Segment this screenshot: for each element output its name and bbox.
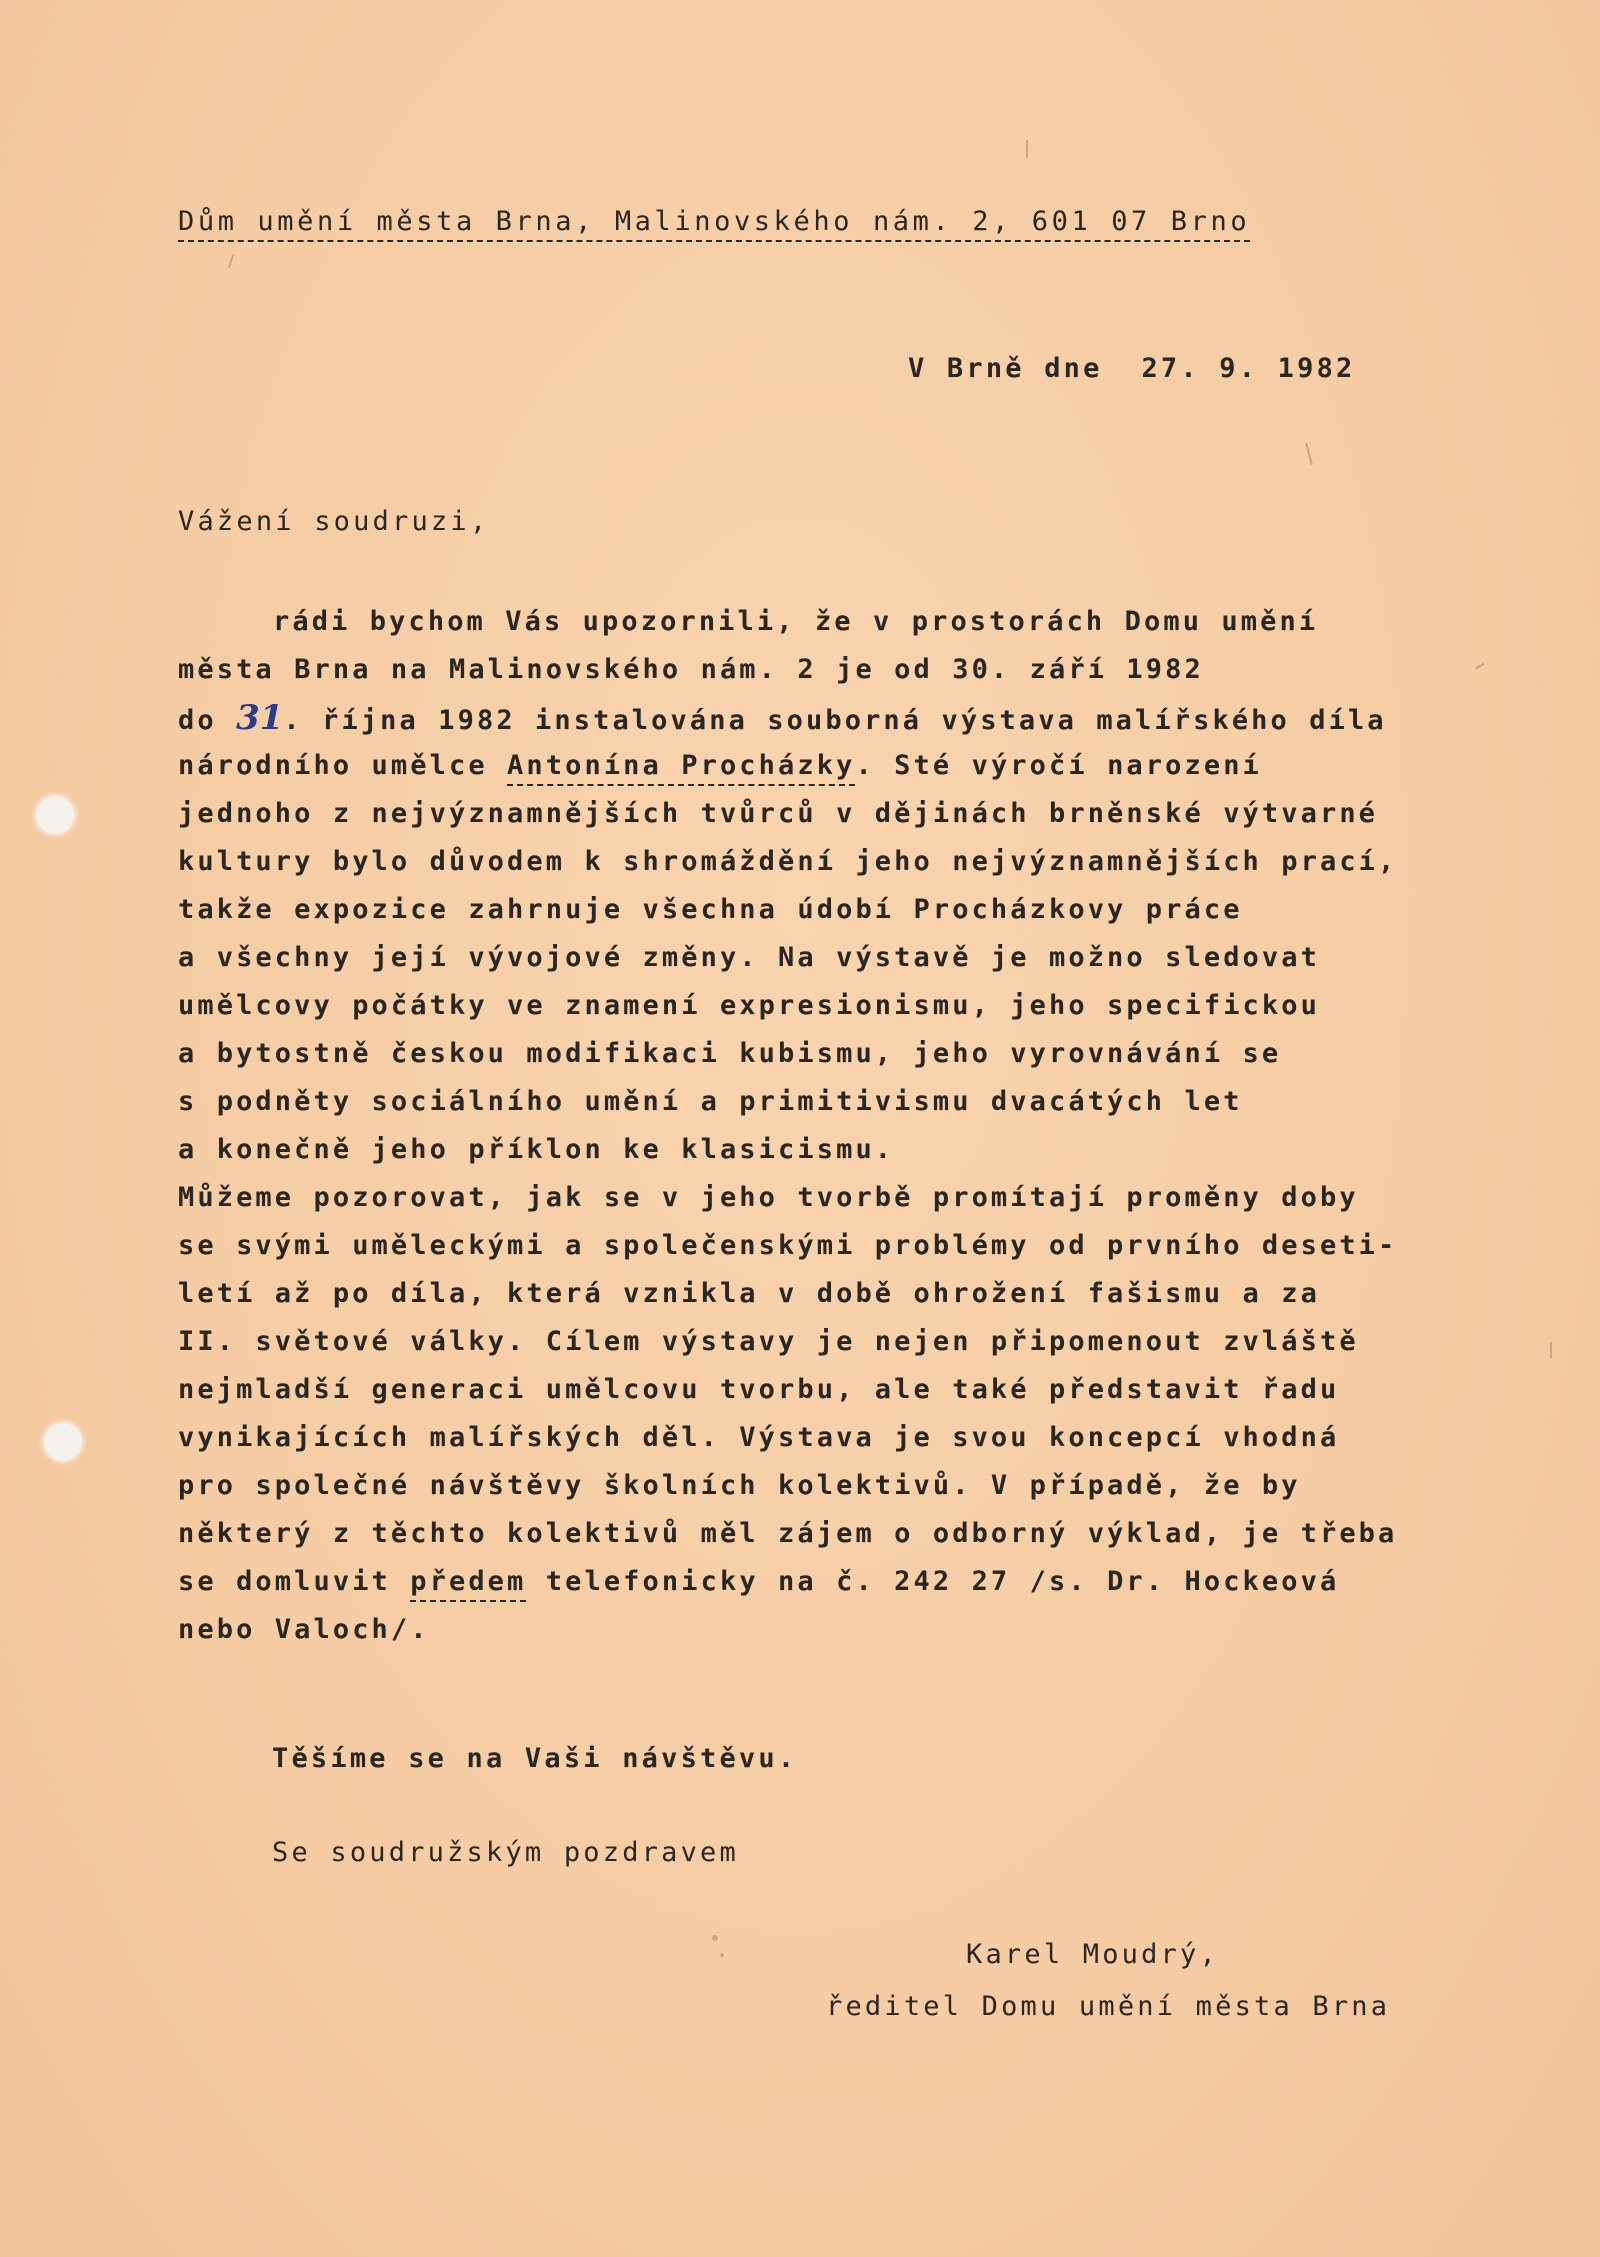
paper-speck xyxy=(1550,1342,1552,1358)
body-line: takže expozice zahrnuje všechna údobí Procházkovy práce xyxy=(178,894,1243,925)
body-line: nejmladší generaci umělcovu tvorbu, ale také představit řadu xyxy=(178,1374,1340,1405)
body-text: národního umělce xyxy=(178,750,508,781)
body-text: . Sté výročí narození xyxy=(855,750,1262,781)
body-line: rádi bychom Vás upozornili, že v prostorách Domu umění xyxy=(273,606,1319,637)
paper-speck xyxy=(228,254,235,268)
body-text: . října 1982 instalována souborná výstava malířského díla xyxy=(283,705,1387,736)
body-line: Můžeme pozorovat, jak se v jeho tvorbě promítají proměny doby xyxy=(178,1182,1359,1213)
body-line: města Brna na Malinovského nám. 2 je od 30. září 1982 xyxy=(178,654,1204,685)
handwritten-date-correction: 31 xyxy=(236,698,284,738)
body-line: vynikajících malířských děl. Výstava je svou koncepcí vhodná xyxy=(178,1422,1340,1453)
body-line xyxy=(178,742,1478,790)
body-line: nebo Valoch/. xyxy=(178,1614,430,1645)
punch-hole-top xyxy=(36,796,74,834)
closing-line: Těšíme se na Vaši návštěvu. xyxy=(272,1743,798,1774)
signatory-title: ředitel Domu umění města Brna xyxy=(826,1991,1391,2022)
paper-speck xyxy=(712,1935,718,1941)
date-line: V Brně dne 27. 9. 1982 xyxy=(908,353,1356,384)
sender-address-line: Dům umění města Brna, Malinovského nám. 2, 601 07 Brno xyxy=(178,206,1251,237)
paper-speck xyxy=(1305,443,1313,465)
body-line xyxy=(178,694,1478,742)
body-line: a všechny její vývojové změny. Na výstavě je možno sledovat xyxy=(178,942,1320,973)
body-line: pro společné návštěvy školních kolektivů. V případě, že by xyxy=(178,1470,1301,1501)
body-line: letí až po díla, která vznikla v době ohrožení fašismu a za xyxy=(178,1278,1320,1309)
paper-speck xyxy=(720,1953,724,1957)
body-line: některý z těchto kolektivů měl zájem o odborný výklad, je třeba xyxy=(178,1518,1398,1549)
body-line xyxy=(178,1558,1478,1606)
body-text: se domluvit xyxy=(178,1566,411,1597)
regards-line: Se soudružským pozdravem xyxy=(272,1837,739,1868)
body-line: s podněty sociálního umění a primitivismu dvacátých let xyxy=(178,1086,1243,1117)
body-line: umělcovy počátky ve znamení expresionismu, jeho specifickou xyxy=(178,990,1320,1021)
body-text: telefonicky na č. 242 27 /s. Dr. Hockeová xyxy=(526,1566,1340,1597)
body-line: a bytostně českou modifikaci kubismu, jeho vyrovnávání se xyxy=(178,1038,1282,1069)
artist-name: Antonína Procházky xyxy=(507,750,856,781)
body-line: a konečně jeho příklon ke klasicismu. xyxy=(178,1134,895,1165)
salutation: Vážení soudruzi, xyxy=(178,506,490,537)
body-line: II. světové války. Cílem výstavy je nejen připomenout zvláště xyxy=(178,1326,1359,1357)
punch-hole-bottom xyxy=(44,1423,82,1461)
body-line: jednoho z nejvýznamnějších tvůrců v dějinách brněnské výtvarné xyxy=(178,798,1379,829)
body-text: do xyxy=(178,705,237,736)
paper-speck xyxy=(1026,140,1028,158)
body-line: se svými uměleckými a společenskými problémy od prvního deseti- xyxy=(178,1230,1398,1261)
underlined-word: předem xyxy=(410,1566,527,1597)
body-line: kultury bylo důvodem k shromáždění jeho nejvýznamnějších prací, xyxy=(178,846,1398,877)
signatory-name: Karel Moudrý, xyxy=(966,1939,1219,1970)
letter-body xyxy=(178,598,1478,1654)
